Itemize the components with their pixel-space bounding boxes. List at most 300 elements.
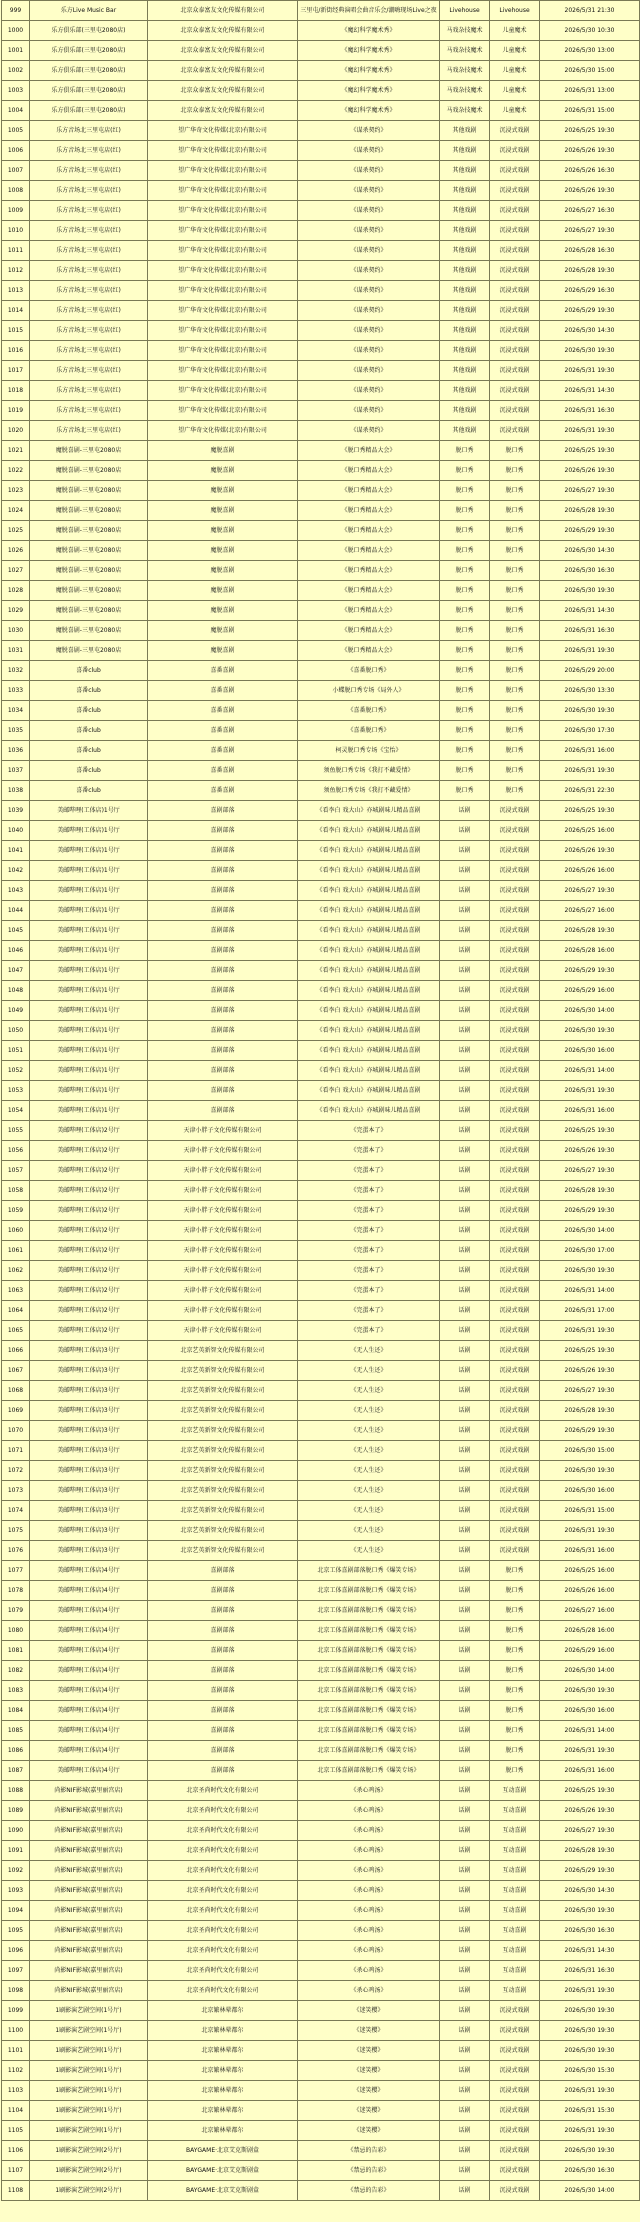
- cell-venue: 美邮哔哩(工体店)3号厅: [30, 1541, 148, 1561]
- cell-subcategory: 沉浸式戏剧: [490, 281, 540, 301]
- cell-subcategory: 脱口秀: [490, 501, 540, 521]
- cell-show-time: 2026/5/30 19:30: [540, 2141, 640, 2161]
- cell-venue: 喜番club: [30, 661, 148, 681]
- cell-category: 话剧: [440, 1541, 490, 1561]
- cell-row-index: 1005: [2, 121, 30, 141]
- cell-venue: 美邮哔哩(工体店)1号厅: [30, 821, 148, 841]
- cell-show-time: 2026/5/31 13:00: [540, 81, 640, 101]
- cell-subcategory: 互动喜剧: [490, 1881, 540, 1901]
- table-row: [2, 1321, 640, 1341]
- cell-show-title: 小蝶脱口秀专场《局外人》: [298, 681, 440, 701]
- cell-category: 话剧: [440, 1881, 490, 1901]
- cell-organizer: 喜剧部落: [148, 841, 298, 861]
- table-row: [2, 361, 640, 381]
- cell-category: 脱口秀: [440, 521, 490, 541]
- cell-show-title: 《完蛋本了》: [298, 1261, 440, 1281]
- cell-venue: 美邮哔哩(工体店)1号厅: [30, 1061, 148, 1081]
- cell-show-title: 《完蛋本了》: [298, 1181, 440, 1201]
- cell-subcategory: 沉浸式戏剧: [490, 2061, 540, 2081]
- cell-category: 话剧: [440, 1741, 490, 1761]
- cell-show-time: 2026/5/31 16:00: [540, 1761, 640, 1781]
- cell-subcategory: 沉浸式戏剧: [490, 1001, 540, 1021]
- cell-row-index: 1102: [2, 2061, 30, 2081]
- cell-row-index: 1071: [2, 1441, 30, 1461]
- cell-show-title: 《杀心鸡汤》: [298, 1841, 440, 1861]
- cell-venue: 1刷影演艺剧空间(1号厅): [30, 2041, 148, 2061]
- cell-show-time: 2026/5/27 16:00: [540, 1601, 640, 1621]
- cell-subcategory: 沉浸式戏剧: [490, 941, 540, 961]
- cell-row-index: 1105: [2, 2121, 30, 2141]
- cell-venue: 乐方音场北三里屯店(红): [30, 321, 148, 341]
- cell-venue: 美邮哔哩(工体店)2号厅: [30, 1301, 148, 1321]
- cell-row-index: 1073: [2, 1481, 30, 1501]
- cell-venue: 美邮哔哩(工体店)2号厅: [30, 1241, 148, 1261]
- table-row: [2, 1081, 640, 1101]
- cell-show-title: 《魔幻科学魔术秀》: [298, 21, 440, 41]
- table-row: [2, 1561, 640, 1581]
- cell-organizer: 北京艺英新智文化传媒有限公司: [148, 1441, 298, 1461]
- cell-show-time: 2026/5/30 19:30: [540, 2001, 640, 2021]
- cell-organizer: 望广华奇文化传媒(北京)有限公司: [148, 201, 298, 221]
- cell-row-index: 1079: [2, 1601, 30, 1621]
- cell-category: 话剧: [440, 2161, 490, 2181]
- cell-organizer: 北京圣尚时代文化有限公司: [148, 1901, 298, 1921]
- cell-row-index: 1043: [2, 881, 30, 901]
- table-row: [2, 2181, 640, 2201]
- cell-row-index: 1056: [2, 1141, 30, 1161]
- table-row: [2, 1521, 640, 1541]
- cell-venue: 美邮哔哩(工体店)1号厅: [30, 801, 148, 821]
- cell-row-index: 1078: [2, 1581, 30, 1601]
- cell-venue: 美邮哔哩(工体店)4号厅: [30, 1661, 148, 1681]
- cell-show-time: 2026/5/25 16:00: [540, 821, 640, 841]
- cell-show-title: 《无人生还》: [298, 1521, 440, 1541]
- cell-subcategory: 沉浸式戏剧: [490, 161, 540, 181]
- cell-show-time: 2026/5/27 19:30: [540, 881, 640, 901]
- table-row: [2, 1381, 640, 1401]
- cell-row-index: 1020: [2, 421, 30, 441]
- cell-category: 脱口秀: [440, 561, 490, 581]
- cell-show-time: 2026/5/31 21:30: [540, 1, 640, 21]
- table-row: [2, 1501, 640, 1521]
- cell-organizer: 北京圣尚时代文化有限公司: [148, 1981, 298, 2001]
- cell-subcategory: 互动喜剧: [490, 1961, 540, 1981]
- cell-show-title: 《无人生还》: [298, 1401, 440, 1421]
- cell-show-title: 《无人生还》: [298, 1381, 440, 1401]
- cell-venue: 美邮哔哩(工体店)1号厅: [30, 841, 148, 861]
- cell-category: 话剧: [440, 941, 490, 961]
- table-row: [2, 1601, 640, 1621]
- cell-subcategory: 脱口秀: [490, 561, 540, 581]
- cell-show-title: 北京工体喜剧部落脱口秀《爆笑专场》: [298, 1641, 440, 1661]
- cell-organizer: 魔脱喜剧: [148, 481, 298, 501]
- cell-organizer: 喜剧部落: [148, 861, 298, 881]
- cell-organizer: 北京众泰富友文化传媒有限公司: [148, 1, 298, 21]
- cell-venue: 乐方音场北三里屯店(红): [30, 181, 148, 201]
- cell-show-title: 《完蛋本了》: [298, 1321, 440, 1341]
- cell-row-index: 1031: [2, 641, 30, 661]
- cell-show-time: 2026/5/29 19:30: [540, 301, 640, 321]
- cell-row-index: 1048: [2, 981, 30, 1001]
- cell-venue: 美邮哔哩(工体店)1号厅: [30, 861, 148, 881]
- cell-show-title: 《完蛋本了》: [298, 1281, 440, 1301]
- cell-show-title: 《完蛋本了》: [298, 1221, 440, 1241]
- cell-subcategory: 脱口秀: [490, 621, 540, 641]
- cell-show-time: 2026/5/30 16:30: [540, 2161, 640, 2181]
- cell-show-title: 《谋杀契约》: [298, 301, 440, 321]
- cell-subcategory: 脱口秀: [490, 1561, 540, 1581]
- cell-organizer: 天津小胖子文化传媒有限公司: [148, 1221, 298, 1241]
- cell-subcategory: 沉浸式戏剧: [490, 221, 540, 241]
- cell-show-time: 2026/5/26 16:00: [540, 861, 640, 881]
- cell-subcategory: 沉浸式戏剧: [490, 2001, 540, 2021]
- cell-subcategory: 沉浸式戏剧: [490, 981, 540, 1001]
- cell-show-time: 2026/5/25 19:30: [540, 801, 640, 821]
- table-row: [2, 2061, 640, 2081]
- table-row: [2, 1861, 640, 1881]
- table-row: [2, 1761, 640, 1781]
- cell-organizer: 北京众泰富友文化传媒有限公司: [148, 61, 298, 81]
- cell-row-index: 1024: [2, 501, 30, 521]
- cell-venue: 美邮哔哩(工体店)4号厅: [30, 1721, 148, 1741]
- cell-show-title: 《脱口秀精品大会》: [298, 561, 440, 581]
- cell-show-title: 《禁忌的告彩》: [298, 2161, 440, 2181]
- cell-subcategory: 脱口秀: [490, 781, 540, 801]
- cell-organizer: 魔脱喜剧: [148, 461, 298, 481]
- cell-category: 话剧: [440, 1141, 490, 1161]
- table-row: [2, 281, 640, 301]
- cell-row-index: 1098: [2, 1981, 30, 2001]
- cell-show-title: 《迷笑樱》: [298, 2001, 440, 2021]
- cell-organizer: 北京艺英新智文化传媒有限公司: [148, 1501, 298, 1521]
- cell-show-time: 2026/5/31 17:00: [540, 1301, 640, 1321]
- cell-organizer: 喜剧部落: [148, 1041, 298, 1061]
- cell-show-time: 2026/5/28 19:30: [540, 1841, 640, 1861]
- cell-category: 话剧: [440, 1701, 490, 1721]
- cell-organizer: 天津小胖子文化传媒有限公司: [148, 1281, 298, 1301]
- cell-show-title: 《脱口秀精品大会》: [298, 441, 440, 461]
- cell-organizer: 喜番喜剧: [148, 781, 298, 801]
- cell-organizer: 望广华奇文化传媒(北京)有限公司: [148, 361, 298, 381]
- cell-subcategory: 脱口秀: [490, 1621, 540, 1641]
- cell-organizer: 望广华奇文化传媒(北京)有限公司: [148, 181, 298, 201]
- cell-organizer: 望广华奇文化传媒(北京)有限公司: [148, 161, 298, 181]
- table-row: [2, 1481, 640, 1501]
- cell-venue: 乐方音场北三里屯店(红): [30, 241, 148, 261]
- table-row: [2, 2081, 640, 2101]
- cell-category: 话剧: [440, 1801, 490, 1821]
- cell-organizer: 魔脱喜剧: [148, 441, 298, 461]
- cell-show-time: 2026/5/28 19:30: [540, 921, 640, 941]
- table-row: [2, 1401, 640, 1421]
- cell-row-index: 1108: [2, 2181, 30, 2201]
- table-row: [2, 441, 640, 461]
- cell-organizer: 喜剧部落: [148, 921, 298, 941]
- table-row: [2, 181, 640, 201]
- cell-venue: 美邮哔哩(工体店)4号厅: [30, 1741, 148, 1761]
- cell-subcategory: 儿童魔术: [490, 21, 540, 41]
- cell-show-time: 2026/5/28 19:30: [540, 501, 640, 521]
- cell-row-index: 1015: [2, 321, 30, 341]
- cell-row-index: 1012: [2, 261, 30, 281]
- cell-show-title: 《无人生还》: [298, 1461, 440, 1481]
- cell-show-title: 《谋杀契约》: [298, 281, 440, 301]
- cell-category: 马戏杂技魔术: [440, 101, 490, 121]
- cell-row-index: 1011: [2, 241, 30, 261]
- cell-category: 话剧: [440, 2081, 490, 2101]
- cell-show-time: 2026/5/31 15:00: [540, 1501, 640, 1521]
- cell-show-title: 《看李白 戏大山》亦城剧味儿精品喜剧: [298, 801, 440, 821]
- cell-show-time: 2026/5/28 19:30: [540, 261, 640, 281]
- cell-show-title: 《无人生还》: [298, 1341, 440, 1361]
- cell-show-time: 2026/5/25 19:30: [540, 121, 640, 141]
- cell-show-time: 2026/5/31 19:30: [540, 1081, 640, 1101]
- cell-row-index: 1034: [2, 701, 30, 721]
- cell-category: 话剧: [440, 1181, 490, 1201]
- cell-show-title: 《脱口秀精品大会》: [298, 601, 440, 621]
- cell-venue: 美邮哔哩(工体店)1号厅: [30, 881, 148, 901]
- cell-category: 脱口秀: [440, 581, 490, 601]
- cell-show-title: 《谋杀契约》: [298, 241, 440, 261]
- table-row: [2, 841, 640, 861]
- cell-row-index: 1070: [2, 1421, 30, 1441]
- table-row: [2, 1121, 640, 1141]
- cell-row-index: 1016: [2, 341, 30, 361]
- cell-venue: 乐方音场北三里屯店(红): [30, 301, 148, 321]
- cell-show-title: 《谋杀契约》: [298, 341, 440, 361]
- cell-organizer: 喜剧部落: [148, 821, 298, 841]
- cell-category: 话剧: [440, 1561, 490, 1581]
- cell-subcategory: Livehouse: [490, 1, 540, 21]
- cell-show-time: 2026/5/30 13:30: [540, 681, 640, 701]
- cell-show-title: 《完蛋本了》: [298, 1161, 440, 1181]
- table-row: [2, 1541, 640, 1561]
- cell-venue: 乐方音场北三里屯店(红): [30, 341, 148, 361]
- cell-organizer: 北京圣尚时代文化有限公司: [148, 1861, 298, 1881]
- cell-subcategory: 沉浸式戏剧: [490, 801, 540, 821]
- cell-organizer: 北京艺英新智文化传媒有限公司: [148, 1361, 298, 1381]
- cell-show-title: 《看李白 戏大山》亦城剧味儿精品喜剧: [298, 821, 440, 841]
- cell-venue: 美邮哔哩(工体店)1号厅: [30, 1081, 148, 1101]
- cell-show-time: 2026/5/30 17:00: [540, 1241, 640, 1261]
- cell-row-index: 1068: [2, 1381, 30, 1401]
- cell-show-title: 《杀心鸡汤》: [298, 1901, 440, 1921]
- cell-venue: 美邮哔哩(工体店)1号厅: [30, 901, 148, 921]
- cell-row-index: 1103: [2, 2081, 30, 2101]
- cell-organizer: 喜剧部落: [148, 1061, 298, 1081]
- cell-subcategory: 沉浸式戏剧: [490, 1261, 540, 1281]
- cell-category: 话剧: [440, 1761, 490, 1781]
- cell-organizer: 北京繁林晕都尔: [148, 2021, 298, 2041]
- cell-organizer: 北京繁林晕都尔: [148, 2001, 298, 2021]
- cell-category: 话剧: [440, 1621, 490, 1641]
- cell-category: 话剧: [440, 1161, 490, 1181]
- cell-show-time: 2026/5/31 19:30: [540, 1321, 640, 1341]
- cell-venue: 美邮哔哩(工体店)4号厅: [30, 1621, 148, 1641]
- cell-show-time: 2026/5/26 19:30: [540, 141, 640, 161]
- table-row: [2, 2021, 640, 2041]
- cell-subcategory: 沉浸式戏剧: [490, 1101, 540, 1121]
- cell-show-time: 2026/5/26 19:30: [540, 461, 640, 481]
- table-row: [2, 461, 640, 481]
- cell-venue: 乐方音场北三里屯店(红): [30, 361, 148, 381]
- cell-venue: 魔脱喜剧-三里屯2080店: [30, 621, 148, 641]
- cell-subcategory: 沉浸式戏剧: [490, 1341, 540, 1361]
- cell-show-time: 2026/5/30 14:00: [540, 1221, 640, 1241]
- cell-venue: 魔脱喜剧-三里屯2080店: [30, 581, 148, 601]
- cell-organizer: 北京繁林晕都尔: [148, 2041, 298, 2061]
- table-row: [2, 981, 640, 1001]
- table-row: [2, 161, 640, 181]
- cell-category: 其他戏剧: [440, 141, 490, 161]
- cell-show-time: 2026/5/31 19:30: [540, 421, 640, 441]
- cell-row-index: 1030: [2, 621, 30, 641]
- cell-category: 话剧: [440, 901, 490, 921]
- cell-row-index: 1064: [2, 1301, 30, 1321]
- cell-venue: 美邮哔哩(工体店)1号厅: [30, 1021, 148, 1041]
- cell-venue: 乐方Live Music Bar: [30, 1, 148, 21]
- table-row: [2, 601, 640, 621]
- cell-organizer: 天津小胖子文化传媒有限公司: [148, 1121, 298, 1141]
- cell-subcategory: 沉浸式戏剧: [490, 1021, 540, 1041]
- cell-subcategory: 脱口秀: [490, 701, 540, 721]
- cell-organizer: 喜剧部落: [148, 1081, 298, 1101]
- cell-category: 话剧: [440, 1641, 490, 1661]
- table-row: [2, 81, 640, 101]
- cell-show-time: 2026/5/26 19:30: [540, 1801, 640, 1821]
- cell-show-time: 2026/5/30 16:00: [540, 1041, 640, 1061]
- cell-row-index: 1023: [2, 481, 30, 501]
- cell-organizer: 喜剧部落: [148, 1701, 298, 1721]
- cell-venue: 美邮哔哩(工体店)2号厅: [30, 1201, 148, 1221]
- cell-category: 其他戏剧: [440, 321, 490, 341]
- table-row: [2, 2121, 640, 2141]
- cell-venue: 魔脱喜剧-三里屯2080店: [30, 481, 148, 501]
- cell-row-index: 1008: [2, 181, 30, 201]
- cell-venue: 1刷影演艺剧空间(1号厅): [30, 2061, 148, 2081]
- cell-organizer: 喜剧部落: [148, 1621, 298, 1641]
- cell-show-time: 2026/5/30 19:30: [540, 1261, 640, 1281]
- cell-show-time: 2026/5/31 14:00: [540, 1721, 640, 1741]
- cell-category: 其他戏剧: [440, 281, 490, 301]
- cell-row-index: 1013: [2, 281, 30, 301]
- cell-row-index: 1055: [2, 1121, 30, 1141]
- cell-subcategory: 脱口秀: [490, 581, 540, 601]
- cell-show-time: 2026/5/30 14:00: [540, 1661, 640, 1681]
- cell-category: 话剧: [440, 1261, 490, 1281]
- cell-show-time: 2026/5/30 16:00: [540, 1701, 640, 1721]
- cell-organizer: 北京圣尚时代文化有限公司: [148, 1781, 298, 1801]
- table-row: [2, 521, 640, 541]
- cell-show-time: 2026/5/26 19:30: [540, 1361, 640, 1381]
- cell-subcategory: 脱口秀: [490, 661, 540, 681]
- cell-venue: 魔脱喜剧-三里屯2080店: [30, 561, 148, 581]
- table-row: [2, 1141, 640, 1161]
- cell-show-title: 《杀心鸡汤》: [298, 1881, 440, 1901]
- cell-subcategory: 儿童魔术: [490, 81, 540, 101]
- cell-category: 其他戏剧: [440, 221, 490, 241]
- table-row: [2, 721, 640, 741]
- cell-row-index: 1100: [2, 2021, 30, 2041]
- cell-organizer: 北京繁林晕都尔: [148, 2121, 298, 2141]
- cell-show-title: 《谋杀契约》: [298, 141, 440, 161]
- cell-venue: 尚影NIF影城(嘉里丽宫店): [30, 1961, 148, 1981]
- table-row: [2, 1281, 640, 1301]
- cell-organizer: 北京艺英新智文化传媒有限公司: [148, 1381, 298, 1401]
- cell-subcategory: 沉浸式戏剧: [490, 1121, 540, 1141]
- cell-organizer: 喜剧部落: [148, 1101, 298, 1121]
- cell-organizer: 魔脱喜剧: [148, 521, 298, 541]
- cell-row-index: 1095: [2, 1921, 30, 1941]
- cell-row-index: 1018: [2, 381, 30, 401]
- cell-category: 话剧: [440, 2121, 490, 2141]
- cell-venue: 尚影NIF影城(嘉里丽宫店): [30, 1801, 148, 1821]
- cell-show-time: 2026/5/28 16:30: [540, 241, 640, 261]
- cell-category: 话剧: [440, 801, 490, 821]
- cell-show-title: 《迷笑樱》: [298, 2061, 440, 2081]
- cell-show-title: 《看李白 戏大山》亦城剧味儿精品喜剧: [298, 1081, 440, 1101]
- cell-organizer: 喜剧部落: [148, 1661, 298, 1681]
- cell-subcategory: 沉浸式戏剧: [490, 1421, 540, 1441]
- cell-row-index: 1000: [2, 21, 30, 41]
- cell-category: 马戏杂技魔术: [440, 81, 490, 101]
- cell-organizer: 喜剧部落: [148, 801, 298, 821]
- cell-category: 话剧: [440, 1021, 490, 1041]
- table-row: [2, 261, 640, 281]
- cell-show-title: 《无人生还》: [298, 1441, 440, 1461]
- cell-venue: 魔脱喜剧-三里屯2080店: [30, 501, 148, 521]
- cell-row-index: 1050: [2, 1021, 30, 1041]
- cell-venue: 魔脱喜剧-三里屯2080店: [30, 461, 148, 481]
- cell-row-index: 1086: [2, 1741, 30, 1761]
- cell-show-time: 2026/5/29 19:30: [540, 961, 640, 981]
- cell-row-index: 1036: [2, 741, 30, 761]
- cell-venue: 美邮哔哩(工体店)2号厅: [30, 1161, 148, 1181]
- cell-show-time: 2026/5/30 19:30: [540, 2021, 640, 2041]
- table-row: [2, 541, 640, 561]
- cell-category: 话剧: [440, 1481, 490, 1501]
- cell-show-title: 北京工体喜剧部落脱口秀《爆笑专场》: [298, 1701, 440, 1721]
- cell-subcategory: 互动喜剧: [490, 1801, 540, 1821]
- cell-organizer: 喜剧部落: [148, 941, 298, 961]
- cell-organizer: 喜番喜剧: [148, 661, 298, 681]
- cell-show-time: 2026/5/30 19:30: [540, 1681, 640, 1701]
- cell-venue: 美邮哔哩(工体店)2号厅: [30, 1281, 148, 1301]
- cell-subcategory: 互动喜剧: [490, 1781, 540, 1801]
- cell-organizer: 北京艺英新智文化传媒有限公司: [148, 1461, 298, 1481]
- cell-row-index: 1075: [2, 1521, 30, 1541]
- cell-show-time: 2026/5/28 19:30: [540, 1181, 640, 1201]
- cell-show-time: 2026/5/31 16:00: [540, 1101, 640, 1121]
- cell-venue: 美邮哔哩(工体店)2号厅: [30, 1221, 148, 1241]
- table-row: [2, 941, 640, 961]
- cell-show-title: 《完蛋本了》: [298, 1121, 440, 1141]
- cell-show-time: 2026/5/30 19:30: [540, 1021, 640, 1041]
- cell-venue: 美邮哔哩(工体店)3号厅: [30, 1461, 148, 1481]
- cell-subcategory: 脱口秀: [490, 481, 540, 501]
- table-row: [2, 1801, 640, 1821]
- cell-venue: 尚影NIF影城(嘉里丽宫店): [30, 1841, 148, 1861]
- cell-category: 其他戏剧: [440, 301, 490, 321]
- cell-venue: 美邮哔哩(工体店)3号厅: [30, 1481, 148, 1501]
- table-row: [2, 221, 640, 241]
- cell-venue: 美邮哔哩(工体店)1号厅: [30, 981, 148, 1001]
- cell-organizer: 望广华奇文化传媒(北京)有限公司: [148, 141, 298, 161]
- cell-show-time: 2026/5/30 15:30: [540, 2061, 640, 2081]
- cell-category: Livehouse: [440, 1, 490, 21]
- cell-category: 其他戏剧: [440, 261, 490, 281]
- cell-show-title: 北京工体喜剧部落脱口秀《爆笑专场》: [298, 1661, 440, 1681]
